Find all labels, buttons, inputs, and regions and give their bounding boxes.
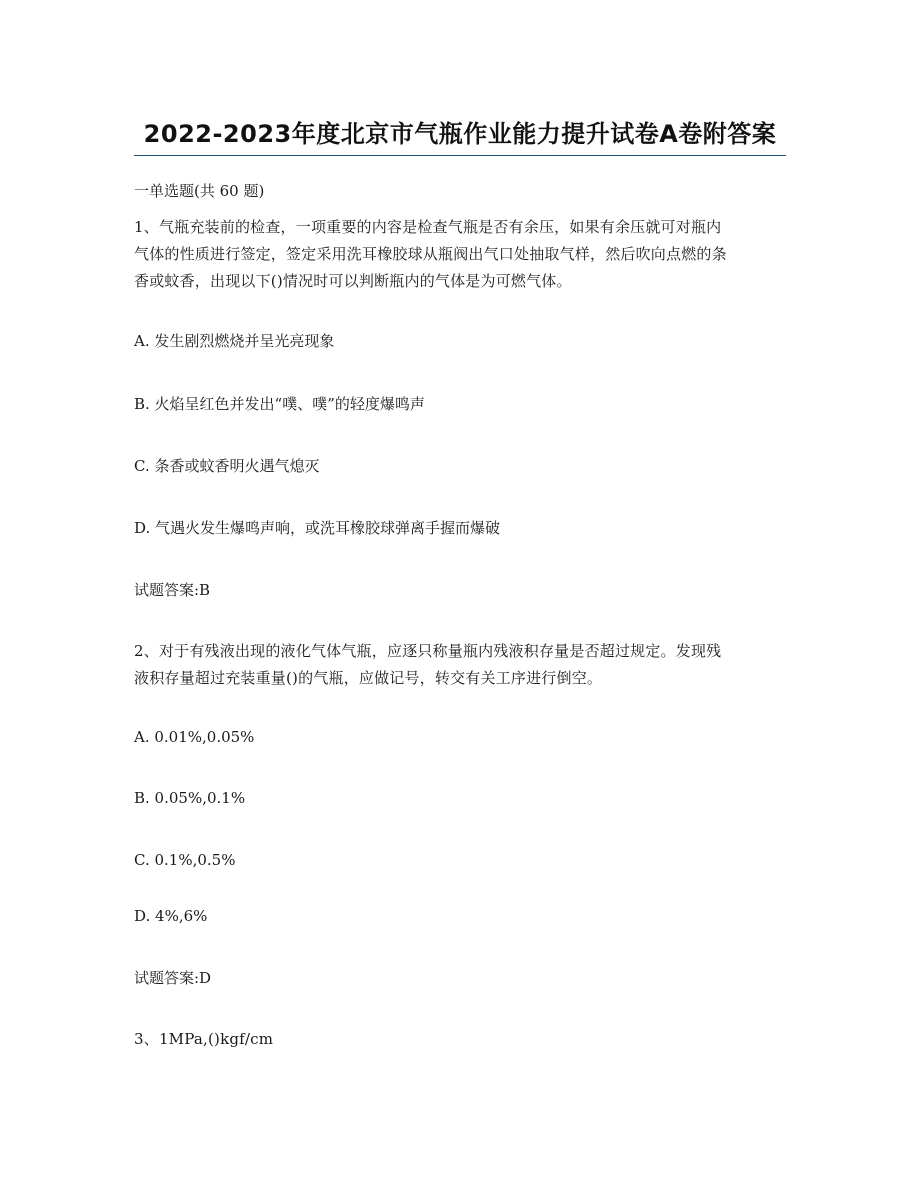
question-1-option-a: A. 发生剧烈燃烧并呈光亮现象 xyxy=(134,332,335,350)
question-2-option-c: C. 0.1%,0.5% xyxy=(134,851,236,869)
document-title: 2022-2023年度北京市气瓶作业能力提升试卷A卷附答案 xyxy=(143,120,777,148)
question-1-option-b: B. 火焰呈红色并发出“噗、噗”的轻度爆鸣声 xyxy=(134,395,425,413)
question-1-line-1: 1、气瓶充装前的检查，一项重要的内容是检查气瓶是否有余压，如果有余压就可对瓶内 xyxy=(134,218,722,236)
question-1-option-c: C. 条香或蚊香明火遇气熄灭 xyxy=(134,457,320,475)
question-2-option-b: B. 0.05%,0.1% xyxy=(134,789,246,807)
question-3-text xyxy=(134,1026,786,1053)
section-heading: 一单选题(共 60 题) xyxy=(134,182,265,200)
question-2-line-1: 2、对于有残液出现的液化气体气瓶，应逐只称量瓶内残液积存量是否超过规定。发现残 xyxy=(134,642,722,660)
question-1-answer: 试题答案:B xyxy=(134,581,211,599)
question-1-line-3: 香或蚊香，出现以下()情况时可以判断瓶内的气体是为可燃气体。 xyxy=(134,272,572,290)
question-1-line-2: 气体的性质进行签定，签定采用洗耳橡胶球从瓶阀出气口处抽取气样，然后吹向点燃的条 xyxy=(134,245,727,263)
question-3-line-1: 3、1MPa,()kgf/cm xyxy=(134,1030,274,1048)
question-2-text xyxy=(134,638,786,692)
question-2-option-a: A. 0.01%,0.05% xyxy=(134,728,255,746)
question-1-option-d: D. 气遇火发生爆鸣声响，或洗耳橡胶球弹离手握而爆破 xyxy=(134,519,501,537)
question-1-text xyxy=(134,214,786,295)
title-divider xyxy=(134,155,786,156)
question-2-option-d: D. 4%,6% xyxy=(134,907,208,925)
question-2-answer: 试题答案:D xyxy=(134,969,212,987)
question-2-line-2: 液积存量超过充装重量()的气瓶，应做记号，转交有关工序进行倒空。 xyxy=(134,669,603,687)
